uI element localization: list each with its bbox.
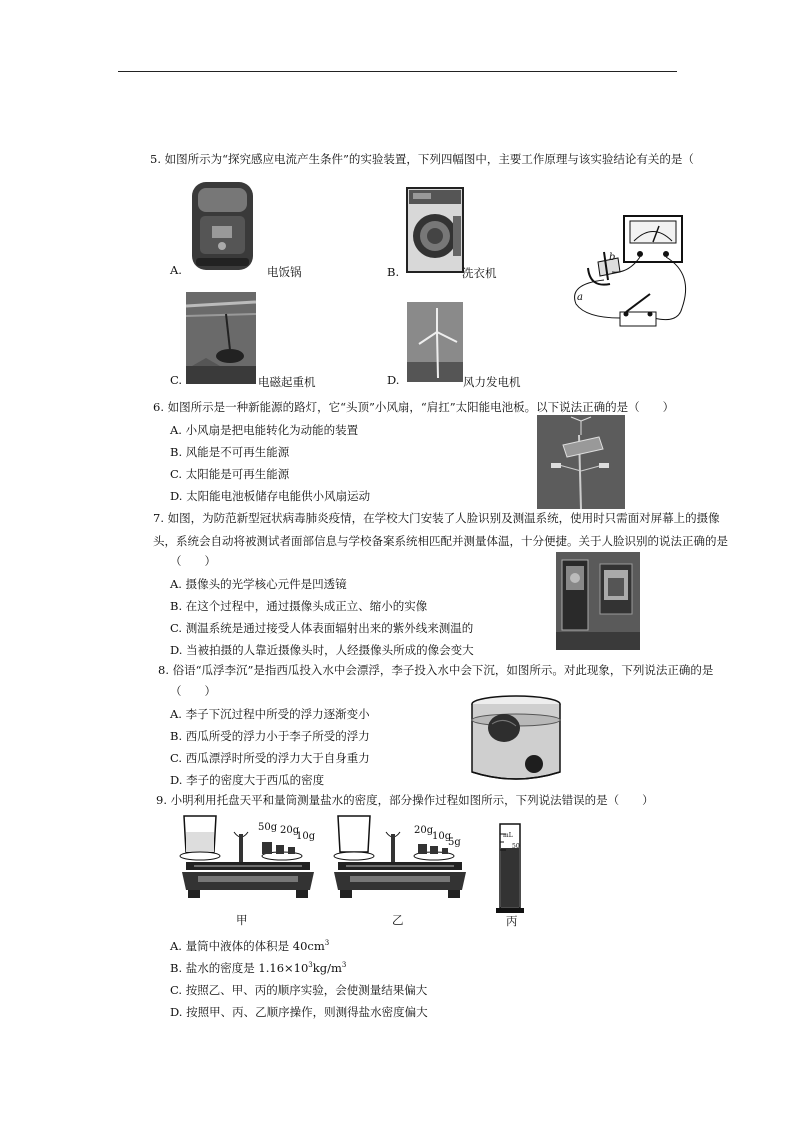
q6-option-b[interactable]: B. 风能是不可再生能源 [170, 445, 290, 459]
q6-option-c[interactable]: C. 太阳能是可再生能源 [170, 467, 290, 481]
q5-option-d-letter[interactable]: D. [387, 373, 400, 387]
q8-option-b[interactable]: B. 西瓜所受的浮力小于李子所受的浮力 [170, 729, 370, 743]
q7-paren: （ ） [170, 554, 216, 568]
apparatus-label-b: b [609, 252, 616, 263]
q5-option-c-label: 电磁起重机 [258, 375, 316, 389]
q7-option-a[interactable]: A. 摄像头的光学核心元件是凹透镜 [170, 577, 347, 591]
apparatus-label-a: a [577, 292, 583, 303]
figure-label-jia: 甲 [236, 913, 248, 927]
q9-option-c[interactable]: C. 按照乙、甲、丙的顺序实验，会使测量结果偏大 [170, 983, 428, 997]
q9-option-a[interactable] [170, 939, 329, 953]
rice-cooker-image [190, 180, 255, 272]
q9-stem: 9. 小明利用托盘天平和量筒测量盐水的密度，部分操作过程如图所示，下列说法错误的是（ ） [156, 793, 654, 807]
q7-stem-line1: 7. 如图，为防范新型冠状病毒肺炎疫情，在学校大门安装了人脸识别及测温系统，使用时只需面对屏幕上的摄像 [153, 511, 720, 525]
q8-paren: （ ） [170, 684, 216, 698]
q7-option-c[interactable]: C. 测温系统是通过接受人体表面辐射出来的紫外线来测温的 [170, 621, 474, 635]
q9-option-b-unit: kg/m [312, 961, 342, 975]
jia-weight-10g: 10g [296, 831, 316, 842]
balance-yi-figure [330, 812, 472, 912]
q7-option-b[interactable]: B. 在这个过程中，通过摄像头成正立、缩小的实像 [170, 599, 428, 613]
q9-option-b-unit-exp: 3 [341, 961, 347, 969]
cylinder-unit: mL [503, 832, 513, 839]
watermelon-plum-image [470, 694, 562, 784]
q5-option-a-letter[interactable]: A. [170, 263, 182, 277]
yi-weight-20g: 20g [414, 825, 434, 836]
street-lamp-image [537, 415, 625, 509]
q5-option-d-label: 风力发电机 [463, 375, 521, 389]
face-recognition-image [556, 552, 640, 650]
yi-weight-10g: 10g [432, 831, 452, 842]
q7-option-d[interactable]: D. 当被拍摄的人靠近摄像头时，人经摄像头所成的像会变大 [170, 643, 474, 657]
q6-option-d[interactable]: D. 太阳能电池板储存电能供小风扇运动 [170, 489, 371, 503]
q7-stem-line2: 头，系统会自动将被测试者面部信息与学校备案系统相匹配并测量体温，十分便捷。关于人脸识别的说法正确的是 [153, 534, 728, 548]
q5-option-b-letter[interactable]: B. [387, 265, 400, 279]
induction-apparatus-diagram [568, 214, 696, 342]
q5-option-b-label: 洗衣机 [462, 266, 497, 280]
washing-machine-image [405, 186, 465, 274]
q9-option-a-sup: 3 [324, 939, 330, 947]
q9-option-b-text: B. 盐水的密度是 1.16×10 [170, 961, 309, 975]
q9-option-b[interactable] [170, 961, 346, 975]
electromagnetic-crane-image [186, 292, 256, 384]
q8-option-a[interactable]: A. 李子下沉过程中所受的浮力逐渐变小 [170, 707, 370, 721]
figure-label-bing: 丙 [506, 914, 518, 928]
figure-label-yi: 乙 [392, 913, 404, 927]
q5-stem: 5. 如图所示为“探究感应电流产生条件”的实验装置，下列四幅图中，主要工作原理与该实验结论有关的是（ [150, 152, 694, 166]
q6-option-a[interactable]: A. 小风扇是把电能转化为动能的装置 [170, 423, 359, 437]
wind-turbine-image [407, 302, 463, 382]
q6-stem: 6. 如图所示是一种新能源的路灯，它“头顶”小风扇，“肩扛”太阳能电池板。以下说法正确的是（ ） [153, 400, 675, 414]
q8-option-c[interactable]: C. 西瓜漂浮时所受的浮力大于自身重力 [170, 751, 370, 765]
q9-option-d[interactable]: D. 按照甲、丙、乙顺序操作，则测得盐水密度偏大 [170, 1005, 428, 1019]
q8-option-d[interactable]: D. 李子的密度大于西瓜的密度 [170, 773, 325, 787]
q5-option-a-label: 电饭锅 [267, 265, 302, 279]
q8-stem: 8. 俗语“瓜浮李沉”是指西瓜投入水中会漂浮，李子投入水中会下沉，如图所示。对此现象，下列说法正确的是 [158, 663, 714, 677]
jia-weight-50g: 50g [258, 822, 278, 833]
cylinder-mark-50: 50 [512, 843, 520, 850]
q5-option-c-letter[interactable]: C. [170, 373, 183, 387]
yi-weight-5g: 5g [448, 837, 461, 848]
jia-weight-20g: 20g [280, 825, 300, 836]
q9-option-a-text: A. 量筒中液体的体积是 40cm [170, 939, 325, 953]
header-rule [118, 71, 677, 72]
q9-option-b-exp: 3 [308, 961, 313, 969]
